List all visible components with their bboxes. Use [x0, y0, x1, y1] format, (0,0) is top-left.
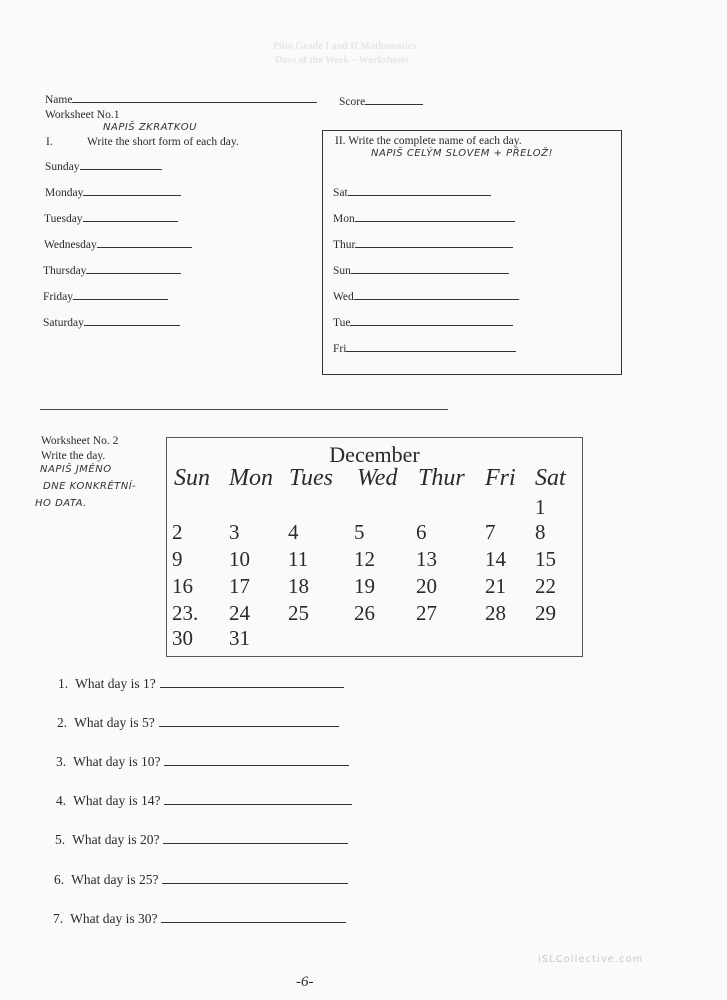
calendar-day-header: Fri [485, 465, 516, 491]
answer-blank [348, 194, 491, 196]
day-row [43, 291, 168, 303]
calendar-day-header: Thur [418, 465, 465, 491]
name-label: Name [45, 94, 73, 106]
answer-blank [164, 764, 349, 766]
answer-blank [159, 725, 339, 727]
section2-box [322, 130, 622, 375]
question-number: 3. [56, 754, 67, 769]
day-label: Tuesday [44, 213, 83, 225]
calendar-date: 2 [172, 520, 183, 544]
answer-blank [73, 298, 168, 300]
answer-blank [162, 882, 348, 884]
calendar-date: 6 [416, 520, 427, 544]
calendar-date: 13 [416, 547, 437, 571]
answer-blank [355, 220, 515, 222]
calendar-day-header: Wed [357, 465, 398, 491]
day-label: Thursday [43, 265, 87, 277]
calendar-month: December [329, 442, 420, 467]
worksheet1-handwriting: NAPIŠ ZKRATKOU [103, 122, 197, 133]
calendar-date: 8 [535, 520, 546, 544]
calendar-date: 12 [354, 547, 375, 571]
calendar-date: 18 [288, 574, 309, 598]
calendar-date: 14 [485, 547, 506, 571]
section1-number: I. [46, 136, 53, 148]
calendar [166, 437, 583, 657]
abbrev-row [333, 317, 513, 329]
question-row [57, 715, 339, 731]
question-row [54, 872, 348, 888]
question-text: What day is 30? [70, 911, 158, 926]
abbrev-label: Wed [333, 291, 354, 303]
question-number: 7. [53, 911, 64, 926]
calendar-day-header: Mon [229, 465, 273, 491]
calendar-date: 20 [416, 574, 437, 598]
question-row [58, 676, 344, 692]
day-label: Saturday [43, 317, 84, 329]
answer-blank [83, 194, 181, 196]
calendar-date: 10 [229, 547, 250, 571]
calendar-day-header: Sat [535, 465, 566, 491]
calendar-date: 26 [354, 601, 375, 625]
abbrev-label: Mon [333, 213, 355, 225]
question-row [53, 911, 346, 927]
abbrev-row [333, 291, 519, 303]
question-number: 2. [57, 715, 68, 730]
abbrev-label: Sun [333, 265, 351, 277]
worksheet2-handwriting-1: NAPIŠ JMÉNO [40, 464, 112, 475]
answer-blank [355, 246, 513, 248]
day-row [45, 161, 162, 173]
section-divider [40, 409, 448, 410]
abbrev-label: Thur [333, 239, 356, 251]
calendar-date: 31 [229, 626, 250, 650]
day-label: Wednesday [44, 239, 97, 251]
day-label: Monday [45, 187, 84, 199]
day-row [43, 265, 181, 277]
answer-blank [161, 921, 346, 923]
calendar-date: 27 [416, 601, 437, 625]
abbrev-row [333, 187, 491, 199]
calendar-day-header: Tues [289, 465, 334, 491]
answer-blank [80, 168, 162, 170]
header-line-2: Days of the Week – Worksheets [275, 55, 409, 66]
score-field [339, 96, 423, 108]
calendar-date: 30 [172, 626, 193, 650]
calendar-date: 17 [229, 574, 250, 598]
question-number: 6. [54, 872, 65, 887]
calendar-date: 21 [485, 574, 506, 598]
section2-handwriting: NAPIŠ CELÝM SLOVEM + PŘELOŽ! [371, 148, 553, 159]
question-row [55, 832, 348, 848]
section2-instruction: II. Write the complete name of each day. [335, 135, 522, 147]
question-text: What day is 14? [73, 793, 161, 808]
day-label: Sunday [45, 161, 80, 173]
day-label: Friday [43, 291, 74, 303]
calendar-date: 16 [172, 574, 193, 598]
calendar-date: 11 [288, 547, 309, 571]
answer-blank [350, 324, 513, 326]
worksheet1-title: Worksheet No.1 [45, 109, 120, 121]
watermark: iSLCollective.com [538, 954, 644, 965]
question-number: 1. [58, 676, 69, 691]
worksheet2-title: Worksheet No. 2 [41, 435, 119, 447]
day-row [44, 239, 192, 251]
page-number: -6- [296, 974, 314, 990]
abbrev-row [333, 213, 515, 225]
answer-blank [354, 298, 519, 300]
question-row [56, 754, 349, 770]
worksheet2-instruction: Write the day. [41, 450, 106, 462]
day-row [43, 317, 180, 329]
calendar-date: 7 [485, 520, 496, 544]
calendar-date: 19 [354, 574, 375, 598]
calendar-date: 29 [535, 601, 556, 625]
answer-blank [164, 803, 352, 805]
section1-instruction: Write the short form of each day. [87, 136, 239, 148]
name-field [45, 94, 317, 106]
abbrev-label: Tue [333, 317, 351, 329]
question-number: 4. [56, 793, 67, 808]
calendar-date: 25 [288, 601, 309, 625]
calendar-date: 5 [354, 520, 365, 544]
abbrev-label: Fri [333, 343, 347, 355]
question-row [56, 793, 352, 809]
question-text: What day is 10? [73, 754, 161, 769]
answer-blank [351, 272, 509, 274]
calendar-date: 24 [229, 601, 250, 625]
day-row [45, 187, 181, 199]
header-line-1: Pilot Grade I and II Mathematics [273, 41, 417, 52]
calendar-date: 23. [172, 601, 199, 625]
score-blank [365, 103, 423, 105]
answer-blank [83, 220, 178, 222]
calendar-date: 1 [535, 495, 546, 519]
question-text: What day is 5? [74, 715, 155, 730]
calendar-day-header: Sun [174, 465, 210, 491]
abbrev-row [333, 239, 513, 251]
question-text: What day is 1? [75, 676, 156, 691]
answer-blank [97, 246, 192, 248]
calendar-date: 28 [485, 601, 506, 625]
calendar-date: 9 [172, 547, 183, 571]
abbrev-row [333, 265, 509, 277]
calendar-date: 3 [229, 520, 240, 544]
score-label: Score [339, 96, 366, 108]
answer-blank [163, 842, 348, 844]
abbrev-label: Sat [333, 187, 348, 199]
answer-blank [346, 350, 516, 352]
answer-blank [86, 272, 181, 274]
question-text: What day is 25? [71, 872, 159, 887]
calendar-date: 22 [535, 574, 556, 598]
abbrev-row [333, 343, 516, 355]
name-blank [72, 101, 317, 103]
worksheet2-handwriting-3: HO DATA. [35, 498, 87, 509]
calendar-date: 15 [535, 547, 556, 571]
answer-blank [84, 324, 180, 326]
question-number: 5. [55, 832, 66, 847]
calendar-date: 4 [288, 520, 299, 544]
day-row [44, 213, 178, 225]
worksheet2-handwriting-2: DNE KONKRÉTNÍ- [43, 481, 137, 492]
answer-blank [160, 686, 344, 688]
question-text: What day is 20? [72, 832, 160, 847]
